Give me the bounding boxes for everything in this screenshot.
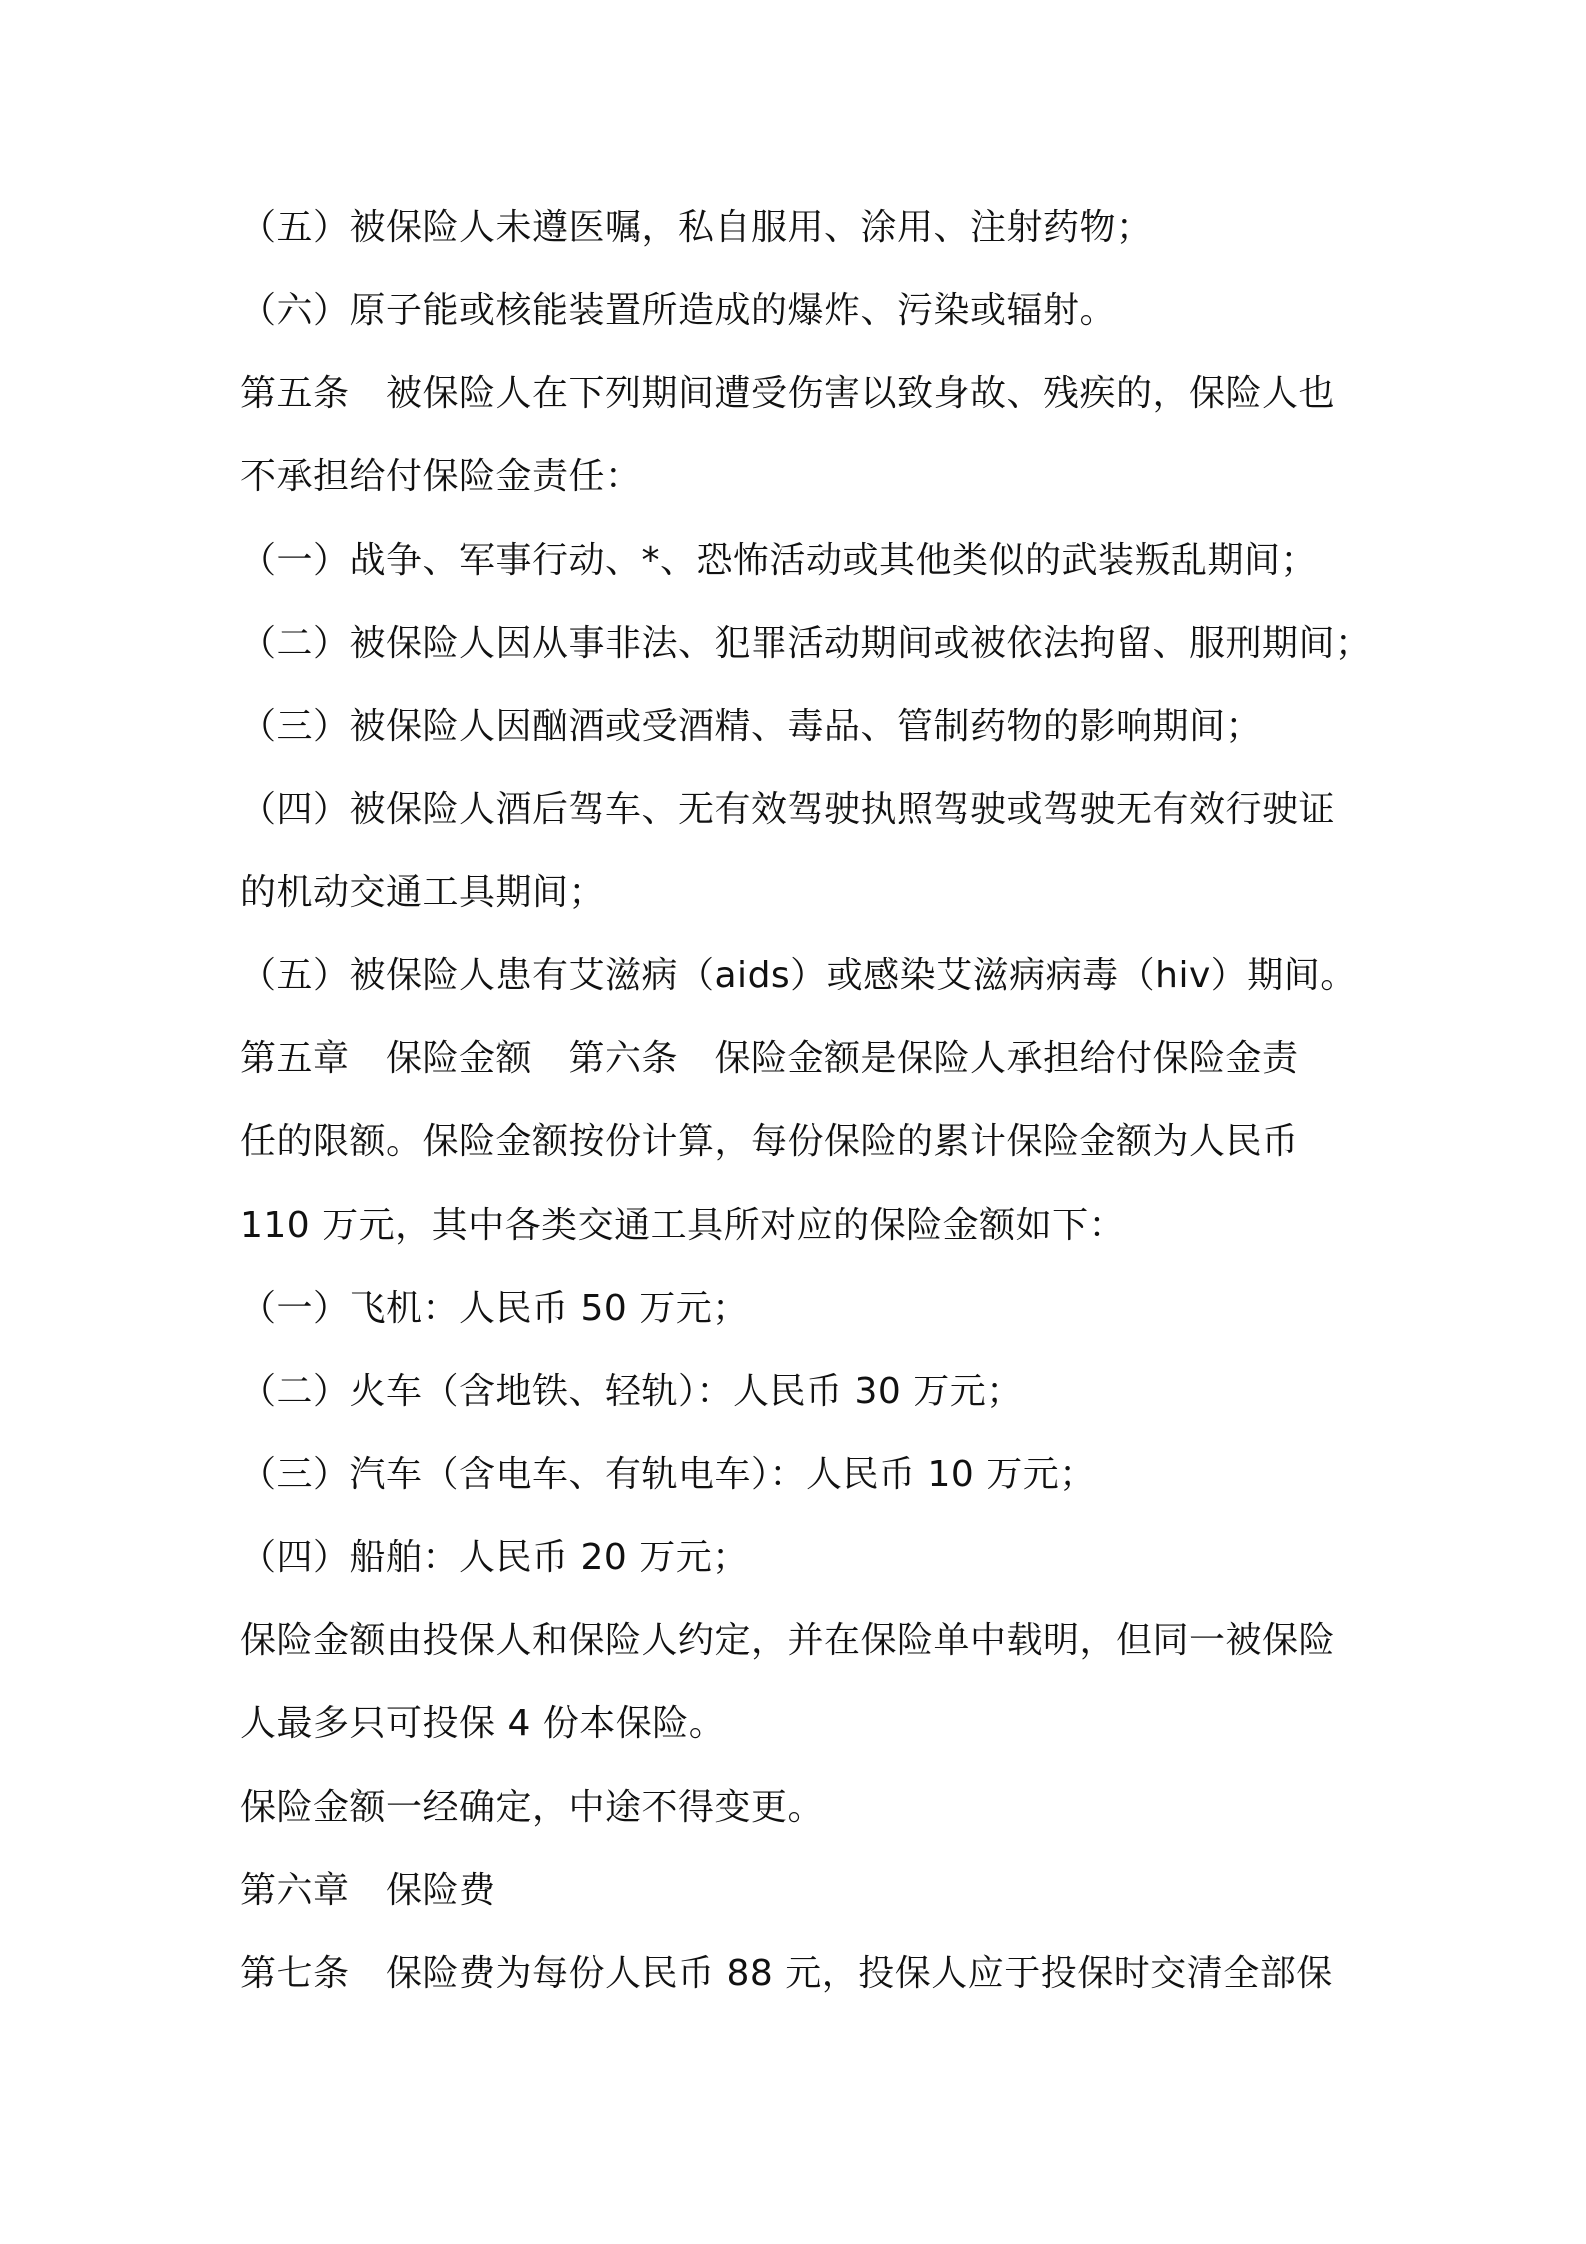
text-line: （四）船舶：人民币 20 万元；: [240, 1537, 749, 1578]
text-line: （二）被保险人因从事非法、犯罪活动期间或被依法拘留、服刑期间；: [240, 623, 1372, 664]
text-line: 第五章 保险金额 第六条 保险金额是保险人承担给付保险金责: [240, 1038, 1299, 1079]
text-line: 的机动交通工具期间；: [240, 872, 606, 913]
text-line: （六）原子能或核能装置所造成的爆炸、污染或辐射。: [240, 290, 1117, 331]
text-line: （五）被保险人患有艾滋病（aids）或感染艾滋病病毒（hiv）期间。: [240, 955, 1357, 996]
text-line: （一）战争、军事行动、*、恐怖活动或其他类似的武装叛乱期间；: [240, 540, 1318, 581]
text-line: 保险金额一经确定，中途不得变更。: [240, 1787, 825, 1828]
text-line: （五）被保险人未遵医嘱，私自服用、涂用、注射药物；: [240, 207, 1153, 248]
text-line: （二）火车（含地铁、轻轨）：人民币 30 万元；: [240, 1371, 1023, 1412]
text-line: 保险金额由投保人和保险人约定，并在保险单中载明，但同一被保险: [240, 1620, 1336, 1661]
text-line: （三）汽车（含电车、有轨电车）：人民币 10 万元；: [240, 1454, 1096, 1495]
text-line: 第六章 保险费: [240, 1870, 496, 1911]
text-line: （一）飞机：人民币 50 万元；: [240, 1288, 749, 1329]
text-line: 不承担给付保险金责任：: [240, 456, 642, 497]
text-line: 第五条 被保险人在下列期间遭受伤害以致身故、残疾的，保险人也: [240, 373, 1336, 414]
text-line: 第七条 保险费为每份人民币 88 元，投保人应于投保时交清全部保: [240, 1953, 1333, 1994]
text-line: 人最多只可投保 4 份本保险。: [240, 1703, 726, 1744]
text-line: （四）被保险人酒后驾车、无有效驾驶执照驾驶或驾驶无有效行驶证: [240, 789, 1336, 830]
text-line: （三）被保险人因酗酒或受酒精、毒品、管制药物的影响期间；: [240, 706, 1263, 747]
text-line: 110 万元，其中各类交通工具所对应的保险金额如下：: [240, 1205, 1126, 1246]
text-line: 任的限额。保险金额按份计算，每份保险的累计保险金额为人民币: [240, 1121, 1299, 1162]
